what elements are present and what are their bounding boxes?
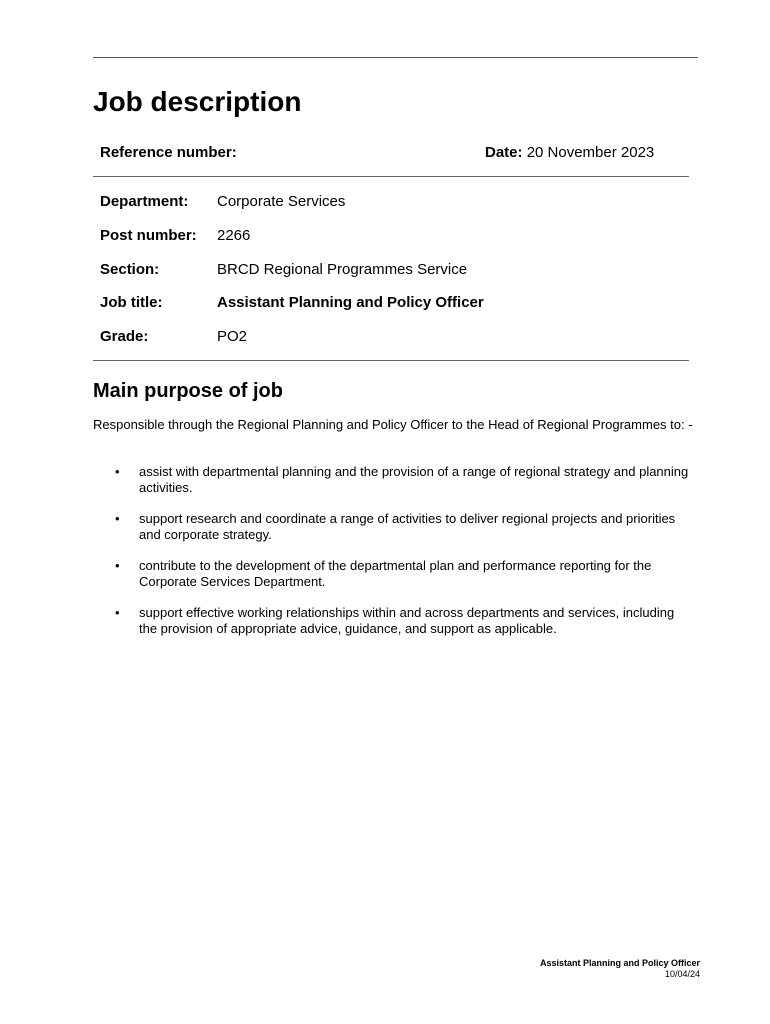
- list-item-text: support effective working relationships within and across departments and services, including the provision of appropriate advice, guidance, and support as applicable.: [139, 605, 675, 636]
- page-title: Job description: [93, 86, 302, 117]
- list-item-text: contribute to the development of the departmental plan and performance reporting for the Corporate Services Department.: [139, 558, 652, 589]
- date-group: [485, 143, 654, 163]
- date-label: Date:: [485, 144, 523, 161]
- grade-value: PO2: [217, 328, 248, 345]
- footer-date: 10/04/24: [664, 969, 700, 979]
- post-number-value: 2266: [217, 227, 251, 244]
- main-purpose-list: [93, 464, 693, 652]
- main-purpose-intro: Responsible through the Regional Planning and Policy Officer to the Head of Regional Programmes to: -: [93, 417, 693, 432]
- section-value: BRCD Regional Programmes Service: [217, 261, 468, 278]
- list-item-text: support research and coordinate a range of activities to deliver regional projects and priorities and corporate strategy.: [139, 511, 676, 542]
- bullet-icon: •: [115, 605, 120, 620]
- list-item: [93, 558, 693, 590]
- field-row-department: [100, 192, 690, 212]
- main-purpose-heading: Main purpose of job: [93, 380, 283, 402]
- department-value: Corporate Services: [217, 193, 346, 210]
- field-row-post-number: [100, 226, 690, 246]
- page-footer: [540, 958, 700, 980]
- reference-number-label: Reference number:: [100, 144, 237, 161]
- bullet-icon: •: [115, 558, 120, 573]
- department-label: Department:: [100, 193, 189, 210]
- bullet-icon: •: [115, 511, 120, 526]
- header-divider: [93, 176, 689, 177]
- grade-label: Grade:: [100, 328, 149, 345]
- field-row-section: [100, 260, 690, 280]
- post-number-label: Post number:: [100, 227, 197, 244]
- job-title-label: Job title:: [100, 294, 163, 311]
- job-title-value: Assistant Planning and Policy Officer: [217, 294, 484, 311]
- footer-title: Assistant Planning and Policy Officer: [539, 958, 700, 968]
- list-item: [93, 511, 693, 543]
- section-label: Section:: [100, 261, 160, 278]
- date-value: 20 November 2023: [526, 144, 655, 161]
- reference-date-row: [100, 143, 690, 163]
- top-divider: [93, 57, 698, 58]
- list-item-text: assist with departmental planning and the provision of a range of regional strategy and planning activities.: [139, 464, 689, 495]
- field-row-job-title: [100, 293, 690, 313]
- list-item: [93, 605, 693, 637]
- list-item: [93, 464, 693, 496]
- field-row-grade: [100, 327, 690, 347]
- bullet-icon: •: [115, 464, 120, 479]
- fields-divider: [93, 360, 689, 361]
